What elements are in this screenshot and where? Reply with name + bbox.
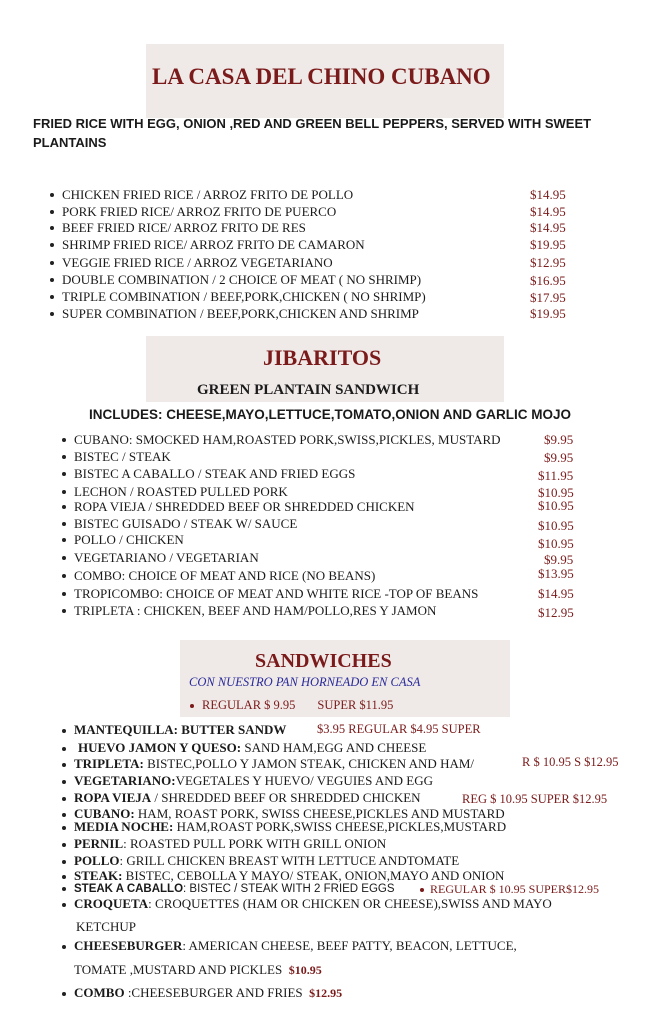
sandwiches-title: SANDWICHES [255, 650, 392, 672]
bullet-icon [50, 312, 54, 316]
item-desc: HAM, ROAST PORK, SWISS CHEESE,PICKLES AND MUSTARD [134, 806, 505, 821]
regular-price: REGULAR $ 9.95 [202, 698, 296, 712]
item-price: R $ 10.95 S $12.95 [522, 755, 619, 769]
item-name: ROPA VIEJA [74, 790, 152, 805]
list-item [50, 204, 336, 219]
item-name: HUEVO JAMON Y QUESO: [78, 740, 242, 755]
item-name: VEGETARIANO: [74, 773, 176, 788]
item-desc: TOMATE ,MUSTARD AND PICKLES [74, 962, 283, 977]
item-desc: BISTEC, CEBOLLA Y MAYO/ STEAK, ONION,MAYO AND ONION [122, 868, 505, 883]
item-price: $3.95 REGULAR $4.95 SUPER [317, 722, 481, 736]
item-price: $19.95 [530, 237, 566, 252]
item-desc: :CHEESEBURGER AND FRIES [124, 985, 303, 1000]
bullet-icon [62, 455, 66, 459]
item-name: VEGGIE FRIED RICE / ARROZ VEGETARIANO [62, 255, 333, 270]
item-price: $14.95 [530, 204, 566, 219]
item-name: TROPICOMBO: CHOICE OF MEAT AND WHITE RICE -TOP OF BEANS [74, 586, 479, 601]
item-price: $9.95 [544, 450, 574, 465]
list-item [62, 432, 501, 447]
item-name: COMBO: CHOICE OF MEAT AND RICE (NO BEANS) [74, 568, 376, 583]
bullet-icon [62, 747, 66, 751]
item-name: STEAK A CABALLO [74, 883, 184, 895]
bullet-icon [62, 472, 66, 476]
bullet-icon [62, 522, 66, 526]
bullet-icon [62, 538, 66, 542]
bullet-icon [62, 780, 66, 784]
item-name: MANTEQUILLA: BUTTER SANDW [74, 722, 287, 737]
item-price: $9.95 [544, 432, 574, 447]
item-name: BEEF FRIED RICE/ ARROZ FRITO DE RES [62, 220, 306, 235]
item-desc: : CROQUETTES (HAM OR CHICKEN OR CHEESE),SWISS AND MAYO [148, 896, 552, 911]
item-price: $10.95 [538, 485, 574, 500]
bullet-icon [62, 813, 66, 817]
list-item [62, 882, 395, 897]
list-item [62, 550, 259, 565]
item-name: COMBO [74, 985, 125, 1000]
item-name: CHEESEBURGER [74, 938, 183, 953]
item-desc: : ROASTED PULL PORK WITH GRILL ONION [123, 836, 387, 851]
item-price: $14.95 [538, 586, 574, 601]
bullet-icon [62, 992, 66, 996]
list-item [62, 449, 171, 464]
item-price: $16.95 [530, 273, 566, 288]
list-item [62, 756, 474, 771]
list-item [50, 306, 419, 321]
bullet-icon [62, 843, 66, 847]
list-item [62, 568, 375, 583]
fried-rice-description-line2: PLANTAINS [33, 135, 107, 150]
item-name: BISTEC GUISADO / STEAK W/ SAUCE [74, 516, 298, 531]
fried-rice-description-line1: FRIED RICE WITH EGG, ONION ,RED AND GREEN BELL PEPPERS, SERVED WITH SWEET [33, 116, 592, 131]
bullet-icon [62, 438, 66, 442]
list-item [62, 740, 426, 755]
item-name: DOUBLE COMBINATION / 2 CHOICE OF MEAT ( NO SHRIMP) [62, 272, 422, 287]
item-price: $12.95 [309, 986, 343, 1000]
item-desc: VEGETALES Y HUEVO/ VEGUIES AND EGG [175, 773, 433, 788]
item-name: TRIPLE COMBINATION / BEEF,PORK,CHICKEN ( NO SHRIMP) [62, 289, 426, 304]
item-name: TRIPLETA: [74, 756, 144, 771]
list-item [50, 187, 353, 202]
item-desc: SAND HAM,EGG AND CHEESE [241, 740, 427, 755]
item-name: STEAK: [74, 868, 123, 883]
item-name: SHRIMP FRIED RICE/ ARROZ FRITO DE CAMARON [62, 237, 365, 252]
item-name: VEGETARIANO / VEGETARIAN [74, 550, 259, 565]
item-name: SUPER COMBINATION / BEEF,PORK,CHICKEN AND SHRIMP [62, 306, 419, 321]
bullet-icon [50, 243, 54, 247]
list-item [62, 603, 436, 618]
bullet-icon [50, 226, 54, 230]
list-item [50, 220, 306, 235]
bullet-icon [62, 797, 66, 801]
jibaritos-includes: INCLUDES: CHEESE,MAYO,LETTUCE,TOMATO,ONION AND GARLIC MOJO [89, 407, 572, 422]
item-price: $9.95 [544, 552, 574, 567]
list-item [62, 853, 459, 868]
item-name: CROQUETA [74, 896, 149, 911]
list-item [62, 773, 433, 788]
item-price: REG $ 10.95 SUPER $12.95 [462, 792, 608, 806]
jibaritos-title: JIBARITOS [263, 345, 382, 370]
item-price: $10.95 [538, 536, 574, 551]
bullet-icon [62, 592, 66, 596]
list-item [62, 938, 517, 953]
item-name: PORK FRIED RICE/ ARROZ FRITO DE PUERCO [62, 204, 337, 219]
item-name: BISTEC / STEAK [74, 449, 171, 464]
bullet-icon [50, 210, 54, 214]
bullet-icon [50, 278, 54, 282]
item-price: $12.95 [538, 605, 574, 620]
bullet-icon [62, 574, 66, 578]
restaurant-title: LA CASA DEL CHINO CUBANO [152, 64, 491, 89]
item-price: $19.95 [530, 306, 566, 321]
item-price: $17.95 [530, 290, 566, 305]
sandwiches-price-line [190, 698, 393, 713]
item-desc: : BISTEC / STEAK WITH 2 FRIED EGGS [183, 883, 395, 895]
item-price: $14.95 [530, 220, 566, 235]
item-price: $10.95 [538, 518, 574, 533]
bullet-icon [62, 860, 66, 864]
bullet-icon [62, 729, 66, 733]
list-item [62, 868, 504, 883]
list-item [62, 516, 297, 531]
bullet-icon [50, 193, 54, 197]
sandwiches-subtitle: CON NUESTRO PAN HORNEADO EN CASA [189, 675, 421, 689]
bullet-icon [190, 704, 194, 708]
item-price: $12.95 [530, 255, 566, 270]
item-name: CHICKEN FRIED RICE / ARROZ FRITO DE POLLO [62, 187, 354, 202]
list-item [62, 985, 342, 1001]
item-price: $11.95 [538, 468, 574, 483]
list-item [50, 255, 333, 270]
item-price: $13.95 [538, 566, 574, 581]
list-item [62, 532, 184, 547]
list-item [62, 790, 421, 805]
bullet-icon [62, 763, 66, 767]
item-name: ROPA VIEJA / SHREDDED BEEF OR SHREDDED CHICKEN [74, 499, 415, 514]
bullet-icon [62, 887, 66, 891]
list-item [62, 484, 288, 499]
list-item [62, 896, 552, 911]
bullet-icon [420, 888, 424, 892]
bullet-icon [50, 295, 54, 299]
bullet-icon [62, 609, 66, 613]
item-name: POLLO / CHICKEN [74, 532, 184, 547]
item-name: CUBANO: [74, 806, 135, 821]
list-item [62, 819, 506, 834]
item-desc: / SHREDDED BEEF OR SHREDDED CHICKEN [151, 790, 421, 805]
cheeseburger-continuation [74, 962, 322, 978]
item-name: POLLO [74, 853, 120, 868]
item-price: $10.95 [538, 498, 574, 513]
list-item [50, 289, 426, 304]
item-name: CUBANO: SMOCKED HAM,ROASTED PORK,SWISS,PICKLES, MUSTARD [74, 432, 501, 447]
item-name: TRIPLETA : CHICKEN, BEEF AND HAM/POLLO,RES Y JAMON [74, 603, 437, 618]
bullet-icon [62, 556, 66, 560]
item-price-text: REGULAR $ 10.95 SUPER$12.95 [430, 882, 600, 896]
item-desc: : GRILL CHICKEN BREAST WITH LETTUCE ANDTOMATE [119, 853, 460, 868]
item-price: $14.95 [530, 187, 566, 202]
croqueta-continuation: KETCHUP [76, 919, 136, 934]
bullet-icon [62, 826, 66, 830]
item-desc: : AMERICAN CHEESE, BEEF PATTY, BEACON, LETTUCE, [182, 938, 517, 953]
item-price [420, 882, 599, 897]
list-item [50, 237, 365, 252]
bullet-icon [62, 490, 66, 494]
item-name: LECHON / ROASTED PULLED PORK [74, 484, 288, 499]
super-price: SUPER $11.95 [317, 698, 394, 712]
item-name: MEDIA NOCHE: [74, 819, 174, 834]
jibaritos-subtitle: GREEN PLANTAIN SANDWICH [197, 382, 420, 398]
list-item [62, 836, 386, 851]
item-name: PERNIL [74, 836, 124, 851]
list-item [62, 586, 478, 601]
bullet-icon [50, 261, 54, 265]
bullet-icon [62, 875, 66, 879]
bullet-icon [62, 903, 66, 907]
item-price: $10.95 [288, 963, 322, 977]
item-name: BISTEC A CABALLO / STEAK AND FRIED EGGS [74, 466, 356, 481]
list-item [62, 499, 415, 514]
list-item [62, 466, 355, 481]
bullet-icon [62, 945, 66, 949]
item-desc: HAM,ROAST PORK,SWISS CHEESE,PICKLES,MUSTARD [173, 819, 507, 834]
item-desc: BISTEC,POLLO Y JAMON STEAK, CHICKEN AND HAM/ [143, 756, 475, 771]
list-item [50, 272, 421, 287]
list-item [62, 722, 286, 737]
bullet-icon [62, 505, 66, 509]
